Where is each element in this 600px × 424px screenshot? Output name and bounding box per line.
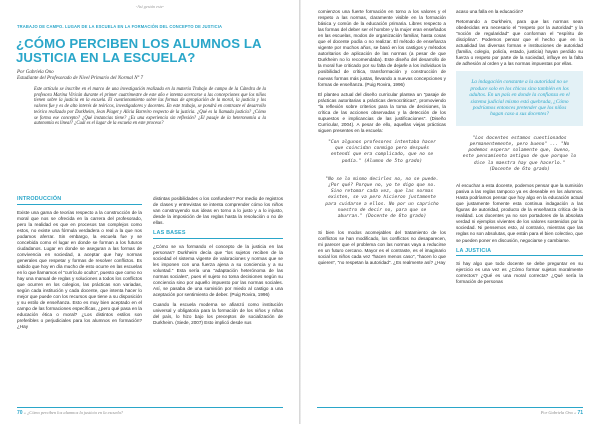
footer-rule bbox=[317, 407, 583, 408]
byline-role: Estudiante del Profesorado de Nivel Primario del Normal Nº 7 bbox=[17, 76, 143, 82]
footer-rule bbox=[17, 407, 283, 408]
article-title: ¿CÓMO PERCIBEN LOS ALUMNOS LA JUSTICIA EN LA ESCUELA? bbox=[16, 36, 262, 65]
heading-introduccion: INTRODUCCIÓN bbox=[17, 196, 142, 205]
heading-las-bases: LAS BASES bbox=[153, 230, 283, 239]
paragraph: comienzos una fuerte formación en torno a los valores y el respeto a las normas, claramente visible en la formación básica y común de la educación primaria. Libres respecto a las formas del deber ser el hombre y la mujer eran enseñados en las escuelas, modos de organización familiar, hasta cosas que el docente podía o no realizar. El método de enseñanza vigente por muchos años, se basó en los castigos y métodos autoritarios de aplicación de las normas (a pesar de que Durkheim no lo recomendaba). Este diseño del desarrollo de la moral fue criticado por su falta de dejarle a los individuos la posibilidad de crítica, transformación y construcción de nuevas formas más justas, llevando a nuevas concepciones y formas de enseñanza. (Puig Rovira, 1996) bbox=[318, 9, 446, 87]
quote-teacher-2: "Los docentes estamos cuestionados permanentemente, pero bueno" ... "No podemos esperar solamente que, bueno, este pensamiento antiguo de que porque lo dice la maestra hay que hacerlo." (Docente de 6to grado) bbox=[462, 135, 577, 172]
page-number: 71 bbox=[577, 410, 583, 416]
byline-author: Por Gabriela Ono bbox=[17, 70, 54, 75]
right-column-1 bbox=[318, 9, 446, 270]
footer-right: Por Gabriela Ono « 71 bbox=[540, 410, 583, 416]
paragraph: Cuando la escuela moderna se afianzó como institución universal y obligatoria para la formación de los niños y niñas del país, lo hizo bajo los preceptos de socialización de Durkheim. (Siede, 2007) Esto implicó desde sus bbox=[153, 302, 283, 326]
heading-la-justicia: LA JUSTICIA bbox=[456, 248, 583, 257]
paragraph: Existe una gama de teorías respecto a la construcción de la moral que nos se ofrecida en la carrera del profesorado, pero la realidad es que en procesos tan complejos como estos, no existe una fórmula verdadera o real a la que nos podamos aferrar. Sin embargo, la escuela fue y se concebida como el lugar en donde se forman a los futuros ciudadanos. Lugar en donde se aseguran a las formas de convivencia en sociedad, a aceptar que hay normas generales que respetar y formas de resolver conflictos. Es sabido que hoy en día mucho de esto ocurre en las escuelas en lo que llamamos el "currículo oculto", puesto que como no hay una manual de reglas y soluciones a todos los conflictos que ocurren en los colegios, las prácticas son variadas, según cada institución y cada docente, que intenta hacer lo mejor que puede con los recursos que tiene a su disposición y su estilo de enseñanza. Esto es muy bien aceptado en el campo de las formaciones específicas, ¿pero qué pasa en la educación ética o moral? ¿Los distintos estilos son preferibles o perjudiciales para los alumnos en formación? ¿Hay bbox=[17, 209, 142, 330]
paragraph: Al escuchar a esta docente, podemos pensar que la sumisión pasiva a las reglas tampoco ya es deseable en los alumnos. Hasta podríamos pensar que hoy algo en la educación actual que justamente fomente esta continua indagación a las figuras de autoridad, producto de la enseñanza crítica de la realidad. Los docentes ya no son portadores de la absoluta verdad ni ejemplos vivientes de los valores sostenidos por la sociedad. Ni pensemos esto, al contrario, mientras que las reglas no son absolutas, que están para el bien colectivo, que se pueden poner en discusión, negociarse y cambiarse. bbox=[456, 183, 583, 243]
paragraph: acaso una falla en la educación? bbox=[456, 9, 524, 14]
quote-teacher: "No se lo mismo decirles no, no se puede. ¿Por qué? Porque no, yo te digo que no. Sino retomar cada vez, que las normas existen, se va pero hicieron justamente para cuidarse a ellos. No por un capricho nuestro de decir no, para que se aburran." (Docente de 6to grado) bbox=[325, 176, 439, 219]
byline bbox=[17, 70, 287, 82]
paragraph: Si hay algo que todo docente se debe preguntar en su ejercicio es una vez es ¿Cómo formar sujetos moralmente correctos? ¿Qué es una moral correcta? ¿Qué sería la formación de personas bbox=[456, 261, 583, 285]
book-spine bbox=[299, 0, 301, 424]
section-tag: TRABAJO DE CAMPO. LUGAR DE LA ESCUELA EN LA FORMACIÓN DEL CONCEPTO DE JUSTICIA bbox=[17, 24, 223, 29]
paragraph: El planteo actual del diseño curricular plantea un "pasaje de prácticas autoritarias a prácticas democráticas", promoviendo "la reflexión sobre criterios para la toma de decisiones, la crítica de las acciones observadas y la detección de los supuestos e implicancias de las justificaciones". (Diseño Curricular, 2004). A pesar de ello, aquellas viejas prácticas siguen presentes en la escuela: bbox=[318, 91, 446, 133]
right-column-2 bbox=[456, 9, 583, 289]
footer-author: Por Gabriela Ono bbox=[540, 410, 573, 415]
left-column-1 bbox=[17, 196, 142, 334]
abstract: Este artículo se inscribe en el marco de una investigación realizada en la materia Trabajo de campo de la Cátedra de la profesora Marina Viricán durante el primer cuatrimestre de este año e intenta acercarse a las concepciones que los niños tienen sobre la justicia en la escuela. El cuestionamiento sobre las formas de apropiación de la moral, la justicia y los valores fue y es de alto interés de teóricos, investigadores y docentes. En este trabajo, se pondrá en contraste el desarrollo teórico realizado por Durkheim, Jean Piaget y Alicia Barreiro respecto de la justicia. ¿Qué es la llamada justicia? ¿Cómo se forma ese concepto? ¿Qué instancias tiene? ¿Es una experiencia sin reflexión? ¿El pasaje de la heteronomía a la autonomía es lineal? ¿Cuál es el lugar de la escuela en este proceso? bbox=[34, 87, 266, 127]
paragraph: Si bien los modos acomejables del tratamiento de los conflictos se han modificado, los conflictos no desaparecen, mi parecer que el problema con las normas vaya a reducirse en un futuro cercano. Mayor es el contraste, es el imaginario social los niños cada vez "hacen menos caso", "hacen lo que quieren", "no respetan la autoridad". ¿Es realmente así? ¿Hay bbox=[318, 230, 446, 266]
highlight-box: La indagación constante a la autoridad no se produce solo en los chicos sino también en los adultos. En un país en donde la confianza en el sistema judicial mismo está quebrada, ¿Cómo podríamos entonces pretender que los niños hagan caso a sus docentes? bbox=[456, 71, 583, 125]
footer-left: 70 » ¿Cómo perciben los alumnos la justicia en la escuela? bbox=[17, 410, 124, 416]
running-head: -Así gestán este- bbox=[135, 4, 165, 9]
left-column-2 bbox=[153, 196, 283, 330]
paragraph: ¿Cómo se va formando el concepto de la justicia en las personas? Durkheim decía que "los sujetos reciben de la sociedad el sistema vigente de valoraciones y normas que se les imponen con una fuerza ajena a su conciencia y a su voluntad." Esta sería una "adaptación heterónoma de las normas sociales", pues el sujeto no toma decisiones según su conciencia sino por aquello impuesto por las normas sociales. Así, se pasaba de una sumisión por miedo al castigo a una aceptación por sentimiento de deber. (Puig Rovira, 1996) bbox=[153, 243, 283, 298]
paragraph: Retomando a Durkheim, para que las normas sean obedecidas era necesario el "respeto por la autoridad" y la "noción de regularidad" que conforman el "espíritu de disciplina". Podemos pensar que el hecho que en la actualidad las diversas formas e instituciones de autoridad (familia, colegio, policía, estado, justicia) hayan perdido su fuerza o respeto por parte de la sociedad, influye en la falta de adhesión al orden y a las normas impuestas por ellas. bbox=[456, 19, 583, 67]
quote-student: "Con algunos profesores intentaba hacer que coincidan conmigo pero después entendí que era complicado, que no se podía." (Alumno de 5to grado) bbox=[328, 139, 436, 164]
footer-title: ¿Cómo perciben los alumnos la justicia en la escuela? bbox=[27, 410, 124, 415]
paragraph: distintas posibilidades o los confunden? Por medio de registros de clases y entrevistas se intenta comprender cómo los niños van construyendo sus ideas en torno a lo justo y a lo injusto, desde la imposición de las reglas hasta la resolución o no de ellas. bbox=[153, 196, 283, 226]
right-page bbox=[300, 0, 600, 424]
page-number: 70 bbox=[17, 410, 23, 416]
